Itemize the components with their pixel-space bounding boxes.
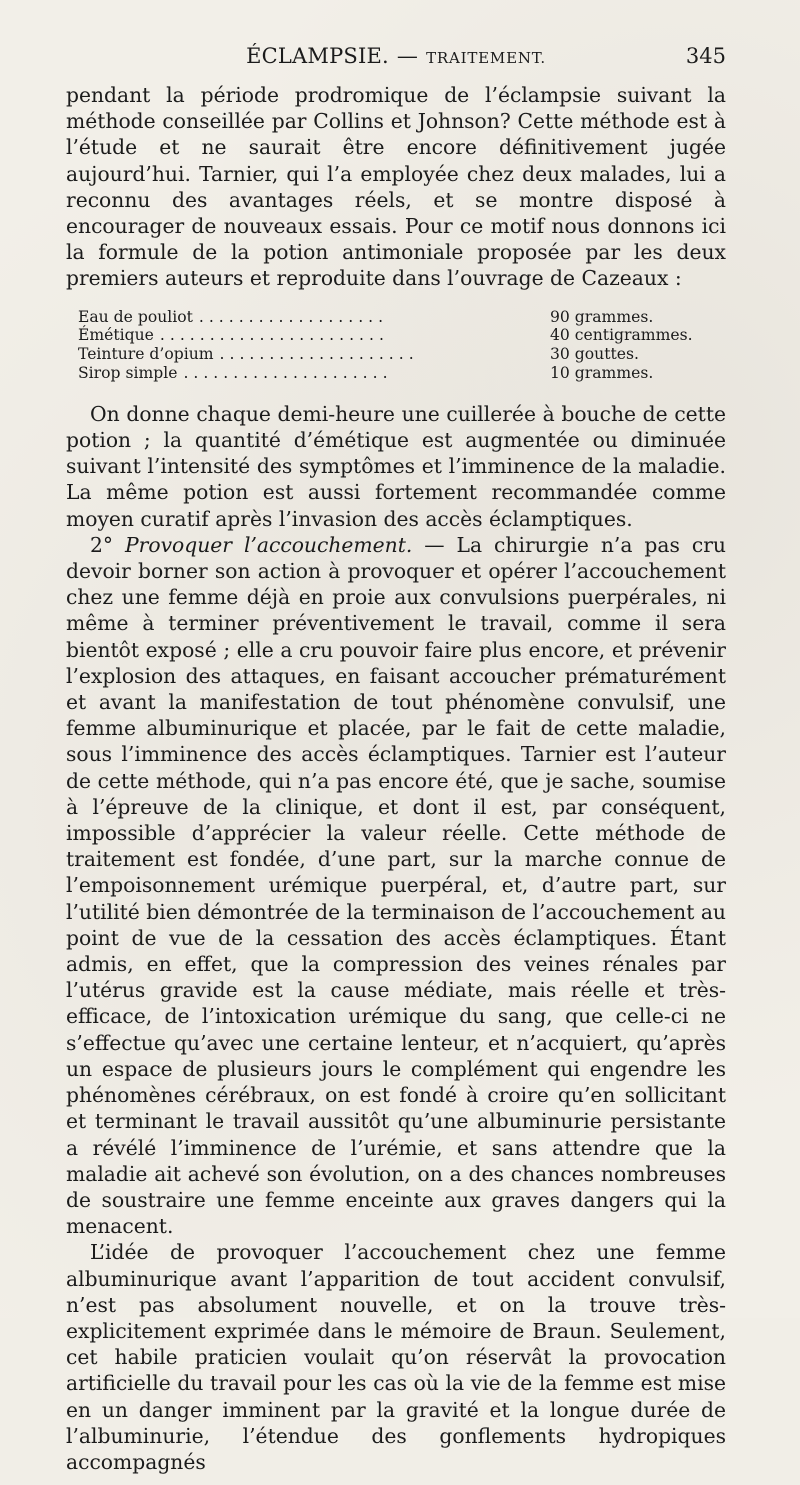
section-title: Provoquer l’accouchement. [125, 532, 413, 557]
running-head-dash: — [396, 44, 419, 68]
formula-row [78, 364, 726, 383]
paragraph-3 [66, 532, 726, 1239]
page-number: 345 [685, 44, 726, 68]
section-number: 2° [90, 532, 114, 557]
page-content [66, 82, 726, 1485]
formula-ingredient: Eau de pouliot [78, 307, 193, 326]
formula-row [78, 326, 726, 345]
paragraph-2: On donne chaque demi-heure une cuillerée à bouche de cette potion ; la quantité d’émétique est augmentée ou diminuée suivant l’intensité des symptômes et l’imminence de la maladie. La même potion est aussi fortement recommandée comme moyen curatif après l’invasion des accès éclamptiques. [66, 401, 726, 531]
formula-ingredient: Teinture d’opium [78, 345, 214, 364]
formula-quantity: 30 gouttes. [550, 345, 639, 364]
page-header [66, 44, 726, 74]
paragraph-1: pendant la période prodromique de l’éclampsie suivant la méthode conseillée par Collins et Johnson? Cette méthode est à l’étude et ne saurait être encore définitivement jugée aujourd’hui. Tarnier, qui l’a employée chez deux malades, lui a reconnu des avantages réels, et se montre disposé à encourager de nouveaux essais. Pour ce motif nous donnons ici la formule de la potion antimoniale proposée par les deux premiers auteurs et reproduite dans l’ouvrage de Cazeaux : [66, 83, 726, 291]
formula-ingredient: Sirop simple [78, 364, 178, 383]
leader-dots: ..................... [183, 364, 393, 383]
paragraph-4: L’idée de provoquer l’accouchement chez une femme albuminurique avant l’apparition de tout accident convulsif, n’est pas absolument nouvelle, et on la trouve très-explicitement exprimée dans le mémoire de Braun. Seulement, cet habile praticien voulait qu’on réservât la provocation artificielle du travail pour les cas où la vie de la femme est mise en un danger imminent par la gravité et la longue durée de l’albuminurie, l’étendue des gonflements hydropiques accompagnés [66, 1240, 726, 1474]
formula-quantity: 10 grammes. [550, 364, 654, 383]
formula-quantity: 90 grammes. [550, 307, 654, 326]
leader-dots: ....................... [159, 326, 389, 345]
formula-ingredient: Émétique [78, 326, 154, 345]
page-bottom-space [66, 1475, 726, 1485]
leader-dots: .................... [219, 345, 419, 364]
running-head-subtitle: TRAITEMENT. [426, 49, 546, 67]
running-head [66, 44, 726, 68]
formula-row [78, 308, 726, 327]
formula-row [78, 345, 726, 364]
section-text: — La chirurgie n’a pas cru devoir borner son action à provoquer et opérer l’accouchement chez une femme déjà en proie aux convulsions puerpérales, ni même à terminer préventivement le travail, comme il sera bientôt exposé ; elle a cru pouvoir faire plus encore, et prévenir l’explosion des attaques, en faisant accoucher prématurément et avant la manifestation de tout phénomène convulsif, une femme albuminurique et placée, par le fait de cette maladie, sous l’imminence des accès éclamptiques. Tarnier est l’auteur de cette méthode, qui n’a pas encore été, que je sache, soumise à l’épreuve de la clinique, et dont il est, par conséquent, impossible d’apprécier la valeur réelle. Cette méthode de traitement est fondée, d’une part, sur la marche connue de l’empoisonnement urémique puerpéral, et, d’autre part, sur l’utilité bien démontrée de la terminaison de l’accouchement au point de vue de la cessation des accès éclamptiques. Étant admis, en effet, que la compression des veines rénales par l’utérus gravide est la cause médiate, mais réelle et très-efficace, de l’intoxication urémique du sang, que celle-ci ne s’effectue qu’avec une certaine lenteur, et n’acquiert, qu’après un espace de plusieurs jours le complément qui engendre les phénomènes cérébraux, on est fondé à croire qu’en sollicitant et terminant le travail aussitôt qu’une albuminurie persistante a révélé l’imminence de l’urémie, et sans attendre que la maladie ait achevé son évolution, on a des chances nombreuses de soustraire une femme enceinte aux graves dangers qui la menacent. [66, 532, 726, 1239]
running-head-main: ÉCLAMPSIE. [246, 44, 389, 68]
formula-block [78, 308, 726, 383]
formula-quantity: 40 centigrammes. [550, 326, 693, 345]
leader-dots: ................... [198, 307, 389, 326]
